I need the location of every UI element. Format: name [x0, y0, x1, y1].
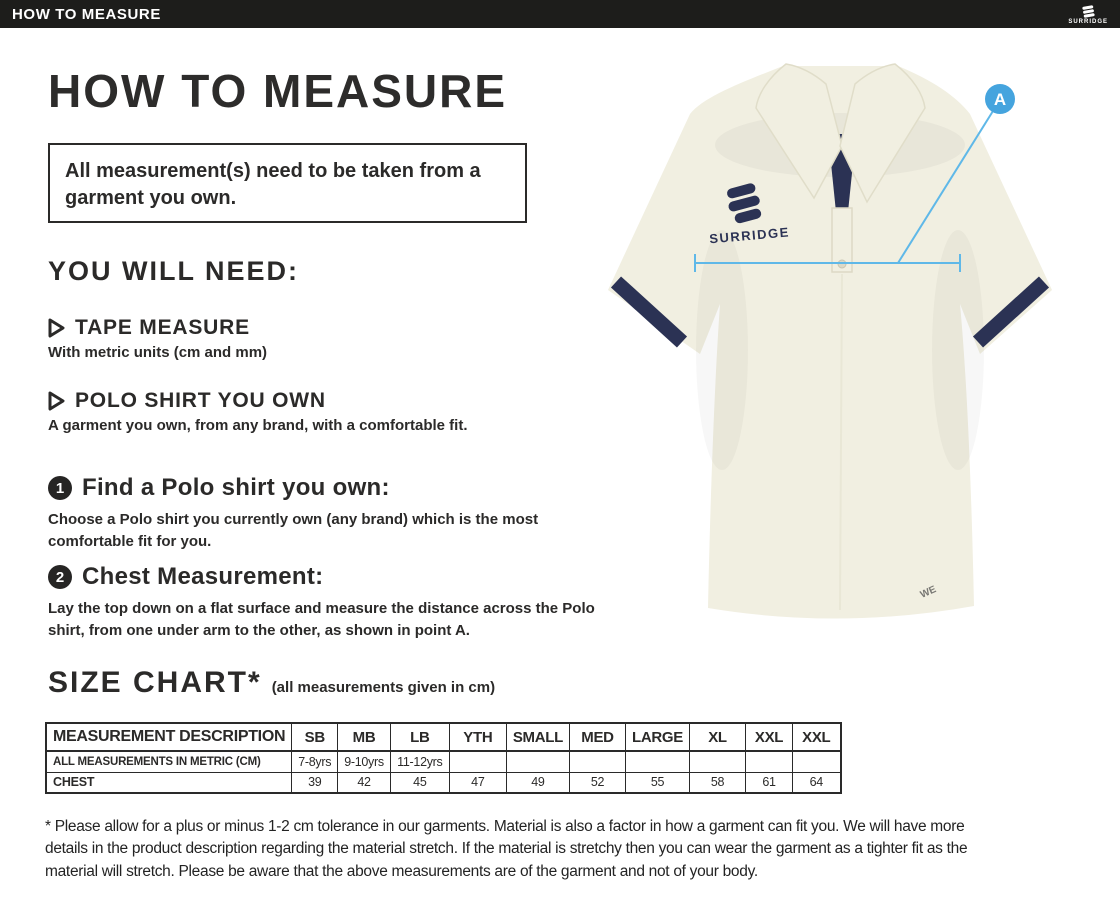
size-chart-table [45, 722, 842, 794]
table-cell: 55 [626, 772, 690, 793]
table-cell: 42 [338, 772, 391, 793]
shading [696, 230, 748, 470]
marker-a-label: A [993, 90, 1007, 109]
hem-print: WE [918, 584, 938, 601]
surridge-swirl-icon [1082, 5, 1095, 18]
column-header-size: SMALL [506, 723, 569, 751]
you-will-need-heading: YOU WILL NEED: [48, 256, 300, 286]
column-header-size: XXL [793, 723, 841, 751]
table-cell [690, 751, 746, 772]
table-cell [746, 751, 793, 772]
need-item-tape-measure [48, 316, 623, 361]
table-cell: 61 [746, 772, 793, 793]
row-label: CHEST [46, 772, 292, 793]
disclaimer-text: * Please allow for a plus or minus 1-2 cm tolerance in our garments. Material is also a factor in how a garment can fit you. We will have more details in the product description regarding the material stretch. If the material is stretchy then you can wear the garment as a tighter fit as the material will stretch. Please be aware that the above measurements are of the garment and not of your body. [45, 818, 968, 880]
column-header-size: YTH [449, 723, 506, 751]
column-header-size: MED [570, 723, 626, 751]
need-item-label: TAPE MEASURE [75, 316, 250, 339]
table-row [46, 772, 841, 793]
size-chart-heading: SIZE CHART* [48, 666, 262, 699]
polo-shirt-graphic [590, 50, 1070, 635]
table-cell: 9-10yrs [338, 751, 391, 772]
need-item-description: With metric units (cm and mm) [48, 344, 268, 361]
table-cell: 52 [570, 772, 626, 793]
column-header-measurement-description: MEASUREMENT DESCRIPTION [46, 723, 292, 751]
need-item-label: POLO SHIRT YOU OWN [75, 389, 326, 412]
step-2-description: Lay the top down on a flat surface and measure the distance across the Polo shirt, from one under arm to the other, as shown in point A. [48, 600, 595, 639]
table-cell [449, 751, 506, 772]
step-1-number-badge: 1 [48, 476, 72, 500]
column-header-size: SB [292, 723, 338, 751]
note-box: All measurement(s) need to be taken from a garment you own. [48, 143, 527, 223]
table-cell: 49 [506, 772, 569, 793]
table-cell [793, 751, 841, 772]
table-cell: 47 [449, 772, 506, 793]
size-chart-heading-row [48, 666, 495, 700]
surridge-chest-logo-text: SURRIDGE [708, 224, 791, 247]
column-header-size: XXL [746, 723, 793, 751]
size-table-body [46, 751, 841, 793]
table-cell: 64 [793, 772, 841, 793]
table-cell: 7-8yrs [292, 751, 338, 772]
step-1-description: Choose a Polo shirt you currently own (any brand) which is the most comfortable fit for you. [48, 511, 539, 550]
polo-shirt-illustration [590, 50, 1070, 635]
table-cell: 39 [292, 772, 338, 793]
table-row [46, 751, 841, 772]
size-chart-subheading: (all measurements given in cm) [271, 679, 496, 696]
table-cell [570, 751, 626, 772]
need-item-description: A garment you own, from any brand, with a comfortable fit. [48, 417, 468, 434]
column-header-size: MB [338, 723, 391, 751]
column-header-size: XL [690, 723, 746, 751]
table-cell: 11-12yrs [390, 751, 449, 772]
step-2 [48, 563, 626, 642]
play-triangle-icon [48, 391, 65, 411]
table-cell [626, 751, 690, 772]
page-title: HOW TO MEASURE [48, 65, 508, 117]
step-1-title: Find a Polo shirt you own: [82, 474, 390, 501]
table-cell [506, 751, 569, 772]
size-table-header-row [46, 723, 841, 751]
play-triangle-icon [48, 318, 65, 338]
table-cell: 58 [690, 772, 746, 793]
table-cell: 45 [390, 772, 449, 793]
column-header-size: LARGE [626, 723, 690, 751]
surridge-brand-text: SURRIDGE [1068, 18, 1108, 25]
shading [932, 230, 984, 470]
surridge-brand-logo [1068, 4, 1108, 25]
top-bar [0, 0, 1120, 28]
topbar-title: HOW TO MEASURE [12, 5, 161, 23]
step-2-title: Chest Measurement: [82, 563, 324, 590]
step-1 [48, 474, 626, 553]
need-item-polo-shirt [48, 389, 623, 434]
step-2-number-badge: 2 [48, 565, 72, 589]
column-header-size: LB [390, 723, 449, 751]
row-label: ALL MEASUREMENTS IN METRIC (CM) [46, 751, 292, 772]
